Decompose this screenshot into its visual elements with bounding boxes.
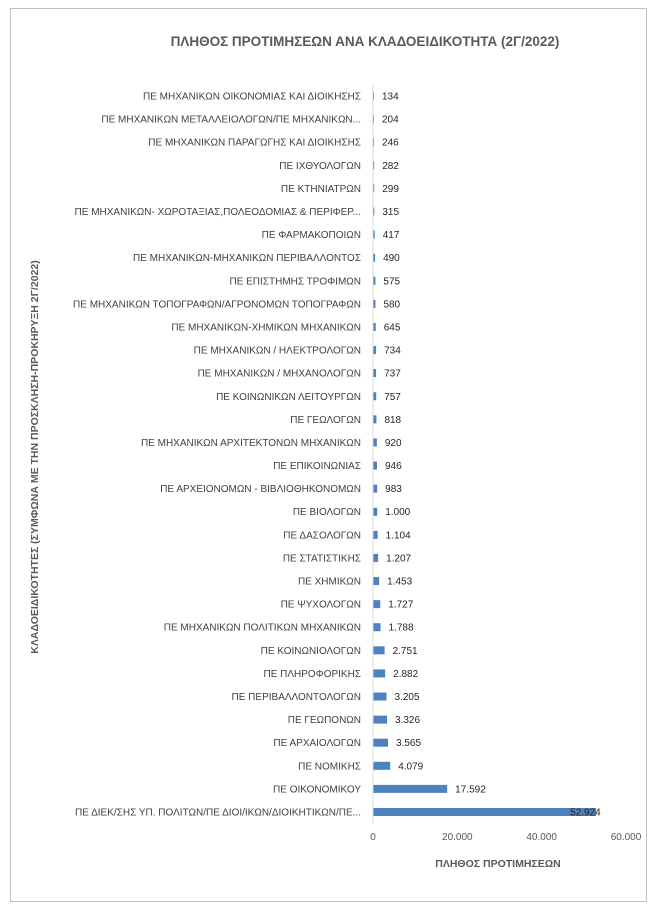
bar bbox=[373, 531, 378, 539]
value-label: 3.205 bbox=[394, 692, 420, 704]
category-label: ΠΕ ΦΑΡΜΑΚΟΠΟΙΩΝ bbox=[261, 230, 361, 242]
category-label: ΠΕ ΝΟΜΙΚΗΣ bbox=[298, 761, 361, 773]
category-label: ΠΕ ΔΑΣΟΛΟΓΩΝ bbox=[283, 530, 361, 542]
value-labels bbox=[382, 92, 601, 819]
category-label: ΠΕ ΕΠΙΚΟΙΝΩΝΙΑΣ bbox=[273, 461, 361, 473]
category-label: ΠΕ ΜΗΧΑΝΙΚΩΝ ΤΟΠΟΓΡΑΦΩΝ/ΑΓΡΟΝΟΜΩΝ ΤΟΠΟΓΡΑΦΩΝ bbox=[73, 299, 361, 311]
category-label: ΠΕ ΨΥΧΟΛΟΓΩΝ bbox=[280, 599, 361, 611]
category-label: ΠΕ ΜΗΧΑΝΙΚΩΝ ΟΙΚΟΝΟΜΙΑΣ ΚΑΙ ΔΙΟΙΚΗΣΗΣ bbox=[143, 91, 361, 103]
bar bbox=[373, 716, 387, 724]
x-axis-label: ΠΛΗΘΟΣ ΠΡΟΤΙΜΗΣΕΩΝ bbox=[435, 858, 561, 870]
category-label: ΠΕ ΚΟΙΝΩΝΙΚΩΝ ΛΕΙΤΟΥΡΓΩΝ bbox=[216, 391, 361, 403]
category-label: ΠΕ ΜΗΧΑΝΙΚΩΝ ΠΟΛΙΤΙΚΩΝ ΜΗΧΑΝΙΚΩΝ bbox=[163, 622, 361, 634]
x-axis-ticks bbox=[370, 832, 642, 843]
bar bbox=[373, 415, 376, 423]
bar bbox=[373, 693, 387, 701]
category-label: ΠΕ ΜΗΧΑΝΙΚΩΝ-ΧΗΜΙΚΩΝ ΜΗΧΑΝΙΚΩΝ bbox=[171, 322, 361, 334]
category-label: ΠΕ ΚΤΗΝΙΑΤΡΩΝ bbox=[280, 183, 361, 195]
value-label: 52.924 bbox=[570, 807, 601, 819]
value-label: 246 bbox=[382, 137, 399, 149]
value-label: 4.079 bbox=[398, 761, 424, 773]
x-tick-label: 60.000 bbox=[610, 832, 642, 843]
x-tick-label: 0 bbox=[370, 832, 376, 843]
category-label: ΠΕ ΔΙΕΚ/ΣΗΣ ΥΠ. ΠΟΛΙΤΩΝ/ΠΕ ΔΙΟΙ/ΙΚΩΝ/ΔΙΟΙΚΗΤΙΚΩΝ/ΠΕ... bbox=[74, 807, 361, 819]
bar bbox=[373, 646, 385, 654]
value-label: 645 bbox=[383, 322, 401, 334]
bar bbox=[373, 438, 377, 446]
bar bbox=[373, 554, 378, 562]
value-label: 204 bbox=[382, 114, 399, 126]
category-label: ΠΕ ΜΗΧΑΝΙΚΩΝ-ΜΗΧΑΝΙΚΩΝ ΠΕΡΙΒΑΛΛΟΝΤΟΣ bbox=[132, 253, 361, 265]
bar bbox=[373, 462, 377, 470]
value-label: 734 bbox=[384, 345, 401, 357]
value-label: 2.882 bbox=[393, 668, 419, 680]
category-label: ΠΕ ΣΤΑΤΙΣΤΙΚΗΣ bbox=[282, 553, 361, 565]
x-tick-label: 20.000 bbox=[442, 832, 473, 843]
bar bbox=[373, 623, 381, 631]
value-label: 1.788 bbox=[388, 622, 414, 634]
category-label: ΠΕ ΒΙΟΛΟΓΩΝ bbox=[292, 507, 361, 519]
value-label: 580 bbox=[383, 299, 401, 311]
category-label: ΠΕ ΓΕΩΛΟΓΩΝ bbox=[290, 414, 361, 426]
category-labels bbox=[73, 92, 361, 819]
category-label: ΠΕ ΙΧΘΥΟΛΟΓΩΝ bbox=[279, 160, 361, 172]
value-label: 315 bbox=[382, 206, 400, 218]
value-label: 983 bbox=[385, 484, 402, 496]
bar bbox=[373, 762, 390, 770]
category-label: ΠΕ ΕΠΙΣΤΗΜΗΣ ΤΡΟΦΙΜΩΝ bbox=[229, 276, 361, 288]
value-label: 282 bbox=[382, 160, 399, 172]
bar bbox=[373, 808, 596, 816]
bar bbox=[373, 577, 379, 585]
value-label: 575 bbox=[383, 276, 401, 288]
value-label: 2.751 bbox=[392, 645, 418, 657]
bars-group bbox=[373, 92, 596, 816]
value-label: 1.727 bbox=[388, 599, 414, 611]
category-label: ΠΕ ΜΗΧΑΝΙΚΩΝ / ΜΗΧΑΝΟΛΟΓΩΝ bbox=[197, 368, 361, 380]
category-label: ΠΕ ΠΕΡΙΒΑΛΛΟΝΤΟΛΟΓΩΝ bbox=[231, 692, 361, 704]
bar bbox=[373, 669, 385, 677]
category-label: ΠΕ ΧΗΜΙΚΩΝ bbox=[297, 576, 361, 588]
category-label: ΠΕ ΑΡΧΕΙΟΝΟΜΩΝ - ΒΙΒΛΙΟΘΗΚΟΝΟΜΩΝ bbox=[160, 484, 361, 496]
category-label: ΠΕ ΠΛΗΡΟΦΟΡΙΚΗΣ bbox=[263, 668, 361, 680]
x-tick-label: 40.000 bbox=[526, 832, 557, 843]
value-label: 737 bbox=[384, 368, 401, 380]
category-label: ΠΕ ΜΗΧΑΝΙΚΩΝ ΜΕΤΑΛΛΕΙΟΛΟΓΩΝ/ΠΕ ΜΗΧΑΝΙΚΩΝ... bbox=[101, 114, 361, 126]
value-label: 1.207 bbox=[386, 553, 412, 565]
value-label: 1.000 bbox=[385, 507, 411, 519]
value-label: 3.565 bbox=[396, 738, 422, 750]
value-label: 417 bbox=[382, 230, 400, 242]
value-label: 3.326 bbox=[395, 715, 421, 727]
value-label: 920 bbox=[384, 437, 402, 449]
category-label: ΠΕ ΜΗΧΑΝΙΚΩΝ / ΗΛΕΚΤΡΟΛΟΓΩΝ bbox=[193, 345, 361, 357]
value-label: 17.592 bbox=[455, 784, 486, 796]
category-label: ΠΕ ΜΗΧΑΝΙΚΩΝ ΑΡΧΙΤΕΚΤΟΝΩΝ ΜΗΧΑΝΙΚΩΝ bbox=[140, 437, 361, 449]
bar bbox=[373, 785, 447, 793]
value-label: 757 bbox=[384, 391, 401, 403]
category-label: ΠΕ ΜΗΧΑΝΙΚΩΝ ΠΑΡΑΓΩΓΗΣ ΚΑΙ ΔΙΟΙΚΗΣΗΣ bbox=[148, 137, 361, 149]
value-label: 818 bbox=[384, 414, 402, 426]
category-label: ΠΕ ΑΡΧΑΙΟΛΟΓΩΝ bbox=[273, 738, 361, 750]
category-label: ΠΕ ΟΙΚΟΝΟΜΙΚΟΥ bbox=[273, 784, 361, 796]
category-label: ΠΕ ΓΕΩΠΟΝΩΝ bbox=[287, 715, 361, 727]
value-label: 490 bbox=[383, 253, 400, 265]
bar bbox=[373, 600, 380, 608]
y-axis-label: ΚΛΑΔΟΕΙΔΙΚΟΤΗΤΕΣ (ΣΥΜΦΩΝΑ ΜΕ ΤΗΝ ΠΡΟΣΚΛΗΣΗ-ΠΡΟΚΗΡΥΞΗ 2Γ/2022) bbox=[29, 260, 41, 654]
category-label: ΠΕ ΜΗΧΑΝΙΚΩΝ- ΧΩΡΟΤΑΞΙΑΣ,ΠΟΛΕΟΔΟΜΙΑΣ & ΠΕΡΙΦΕΡ... bbox=[74, 206, 361, 218]
bar bbox=[373, 485, 377, 493]
value-label: 1.104 bbox=[385, 530, 411, 542]
category-label: ΠΕ ΚΟΙΝΩΝΙΟΛΟΓΩΝ bbox=[260, 645, 361, 657]
value-label: 134 bbox=[382, 91, 399, 103]
chart-title: ΠΛΗΘΟΣ ΠΡΟΤΙΜΗΣΕΩΝ ΑΝΑ ΚΛΑΔΟΕΙΔΙΚΟΤΗΤΑ (2Γ/2022) bbox=[170, 34, 560, 49]
bar bbox=[373, 739, 388, 747]
value-label: 946 bbox=[384, 461, 402, 473]
value-label: 1.453 bbox=[387, 576, 413, 588]
bar bbox=[373, 508, 377, 516]
value-label: 299 bbox=[382, 183, 399, 195]
